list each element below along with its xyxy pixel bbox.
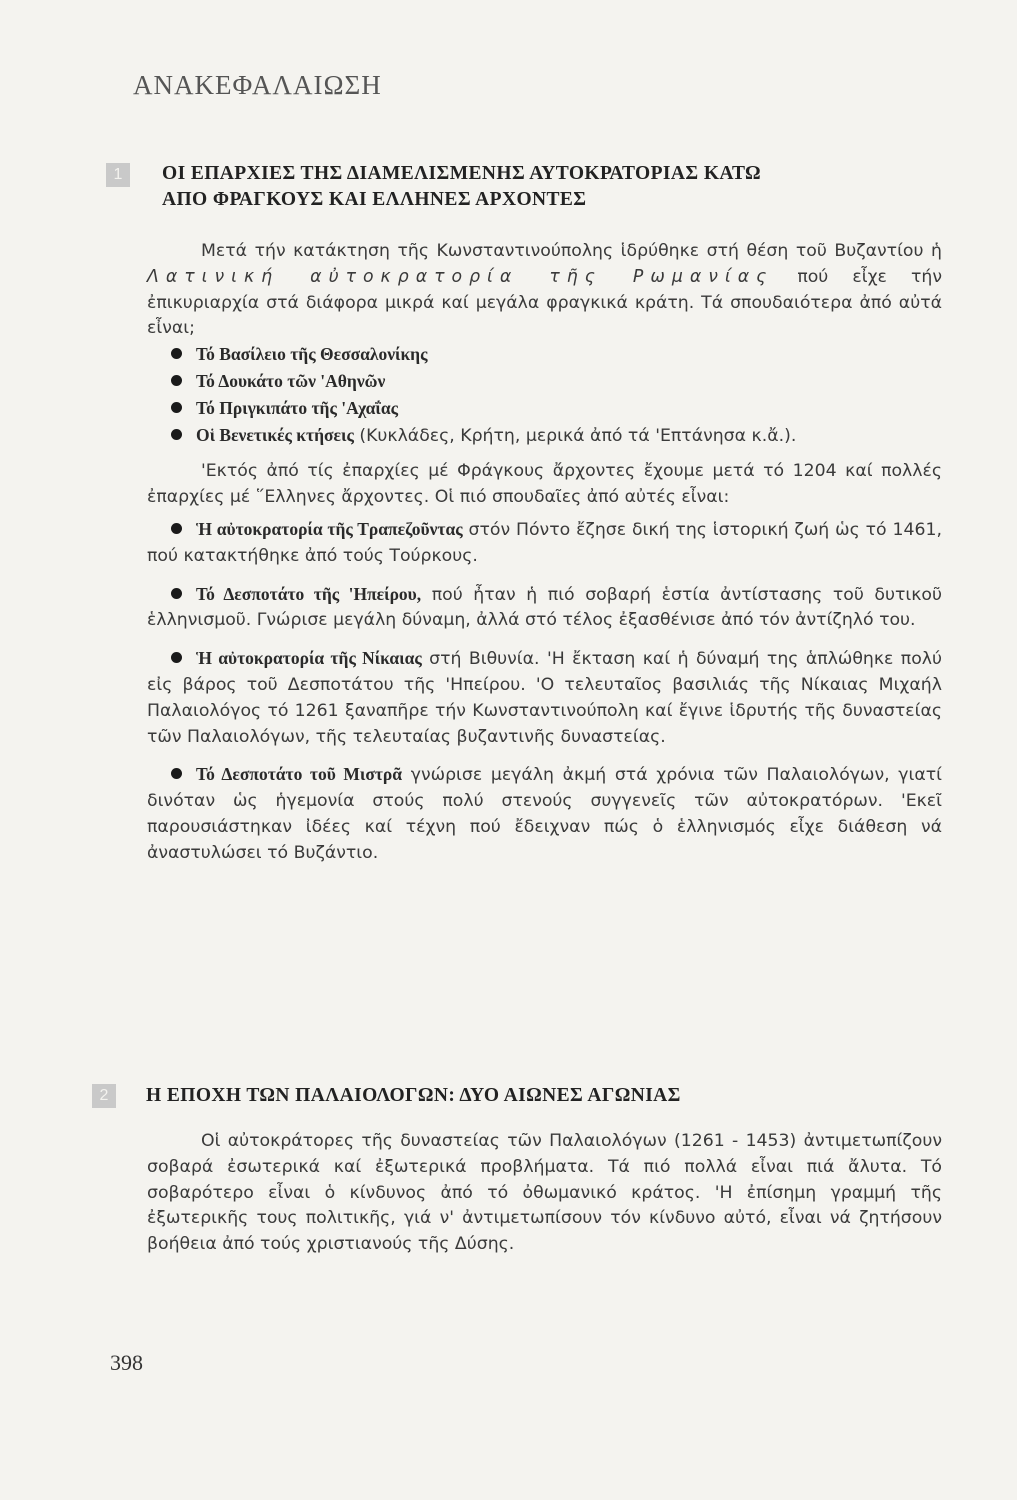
venetian-possessions: Οἱ Βενετικές κτήσεις [196, 424, 354, 445]
palaiologan-paragraph: Οἱ αὐτοκράτορες τῆς δυναστείας τῶν Παλαιολόγων (1261 - 1453) ἀντιμετωπίζουν σοβαρά ἐσωτερικά καί ἐξωτερικά προβλήματα. Τά πιό πολλά εἶναι πιά ἄλυτα. Τό σοβαρότερο εἶναι ὁ κίνδυνος ἀπό τό ὀθωμανικό κράτος. 'Η ἐπίσημη γραμμή τῆς ἐξωτερικῆς τους πολιτικῆς, γιά ν' ἀντιμετωπίσουν τόν κίνδυνο αὐτό, εἶναι νά ζητήσουν βοήθεια ἀπό τούς χριστιανούς τῆς Δύσης. [147, 1131, 942, 1255]
bullet-icon [171, 768, 182, 779]
list-item [147, 423, 942, 450]
running-head: ΑΝΑΚΕΦΑΛΑΙΩΣΗ [133, 70, 382, 100]
list-item [147, 369, 942, 396]
nicaea-text: στή Βιθυνία. 'Η ἔκταση καί ἡ δύναμή της ἁπλώθηκε πολύ εἰς βάρος τοῦ Δεσποτάτου τῆς 'Ηπείρου. 'Ο τελευταῖος βασιλιάς τῆς Νίκαιας Μιχαήλ Παλαιολόγος τό 1261 ξαναπῆρε τήν Κωνσταντινούπολη καί ἔγινε ἱδρυτής τῆς δυναστείας τῶν Παλαιολόγων, τῆς τελευταίας βυζαντινῆς δυναστείας. [147, 649, 942, 747]
section-1-title-line-1: ΟΙ ΕΠΑΡΧΙΕΣ ΤΗΣ ΔΙΑΜΕΛΙΣΜΕΝΗΣ ΑΥΤΟΚΡΑΤΟΡΙΑΣ ΚΑΤΩ [162, 163, 762, 184]
list-item [147, 646, 942, 750]
latin-empire-name: Λατινική αὐτοκρατορία τῆς Ρωμανίας [147, 266, 774, 287]
section-1-title-line-2: ΑΠΟ ΦΡΑΓΚΟΥΣ ΚΑΙ ΕΛΛΗΝΕΣ ΑΡΧΟΝΤΕΣ [162, 189, 587, 210]
venetian-details: (Κυκλάδες, Κρήτη, μερικά ἀπό τά 'Επτάνησα κ.ἄ.). [353, 425, 797, 446]
state-achaia: Τό Πριγκιπάτο τῆς 'Αχαΐας [196, 397, 398, 418]
intro-paragraph [147, 239, 942, 342]
page-number: 398 [110, 1350, 143, 1375]
epirus-name: Τό Δεσποτάτο τῆς 'Ηπείρου, [196, 583, 422, 604]
list-item [147, 582, 942, 635]
section-1-body [147, 239, 942, 867]
state-athens: Τό Δουκάτο τῶν 'Αθηνῶν [196, 370, 386, 391]
bullet-icon [171, 402, 182, 413]
bullet-icon [171, 652, 182, 663]
list-item [147, 762, 942, 866]
section-1-title [162, 161, 761, 213]
nicaea-name: Ἡ αὐτοκρατορία τῆς Νίκαιας [196, 648, 422, 669]
greek-rulers-intro: 'Εκτός ἀπό τίς ἐπαρχίες μέ Φράγκους ἄρχοντες ἔχουμε μετά τό 1204 καί πολλές ἐπαρχίες μέ ῞Ελληνες ἄρχοντες. Οἱ πιό σπουδαῖες ἀπό αὐτές εἶναι: [147, 461, 942, 508]
intro-text-a: Μετά τήν κατάκτηση τῆς Κωνσταντινούπολης ἱδρύθηκε στή θέση τοῦ Βυζαντίου ἡ [201, 241, 942, 261]
trebizond-text: στόν Πόντο ἔζησε δική της ἱστορική ζωή ὡς τό 1461, πού κατακτήθηκε ἀπό τούς Τούρκους. [147, 519, 942, 566]
bullet-icon [171, 375, 182, 386]
section-2-number: 2 [92, 1084, 116, 1108]
list-item [147, 396, 942, 423]
bullet-icon [171, 523, 182, 534]
list-item [147, 517, 942, 570]
bullet-icon [171, 588, 182, 599]
epirus-text: πού ἦταν ἡ πιό σοβαρή ἑστία ἀντίστασης τοῦ δυτικοῦ ἑλληνισμοῦ. Γνώρισε μεγάλη δύναμη, ἀλλά στό τέλος ἐξασθένισε ἀπό τόν ἀντίζηλό του. [147, 584, 942, 631]
section-2-title: Η ΕΠΟΧΗ ΤΩΝ ΠΑΛΑΙΟΛΟΓΩΝ: ΔΥΟ ΑΙΩΝΕΣ ΑΓΩΝΙΑΣ [146, 1085, 681, 1106]
mystras-text: γνώρισε μεγάλη ἀκμή στά χρόνια τῶν Παλαιολόγων, γιατί δινόταν ὡς ἡγεμονία στούς πολύ στενούς συγγενεῖς τῶν αὐτοκρατόρων. 'Εκεῖ παρουσιάστηκαν ἰδέες καί τέχνη πού ἔδειχναν πώς ὁ ἑλληνισμός εἶχε διάθεση νά ἀναστυλώσει τό Βυζάντιο. [147, 765, 942, 863]
bullet-icon [171, 429, 182, 440]
mystras-name: Τό Δεσποτάτο τοῦ Μιστρᾶ [196, 764, 403, 785]
intro-text-b: πού εἶχε τήν ἐπικυριαρχία στά διάφορα μικρά καί μεγάλα φραγκικά κράτη. Τά σπουδαιότερα ἀπό αὐτά εἶναι; [147, 266, 942, 339]
list-item [147, 342, 942, 369]
state-thessaloniki: Τό Βασίλειο τῆς Θεσσαλονίκης [196, 344, 428, 365]
trebizond-name: Ἡ αὐτοκρατορία τῆς Τραπεζοῦντας [196, 518, 463, 539]
section-2-body [147, 1129, 942, 1258]
bullet-icon [171, 348, 182, 359]
section-1-number: 1 [106, 163, 130, 187]
